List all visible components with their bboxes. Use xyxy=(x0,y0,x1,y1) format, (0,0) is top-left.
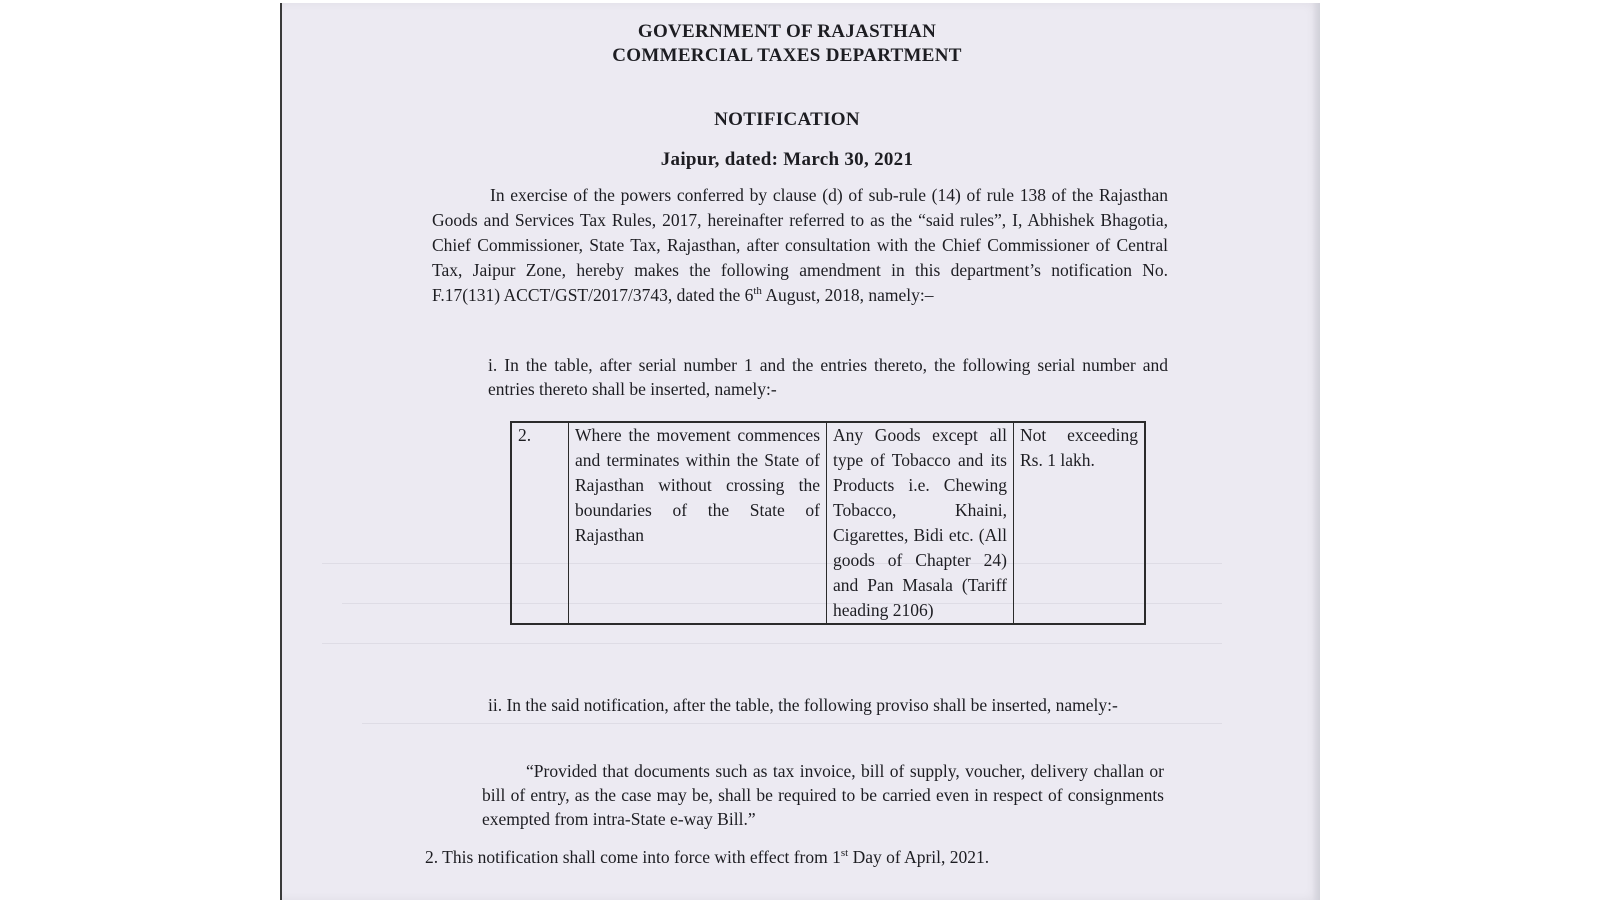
item-i-label: i. xyxy=(488,355,498,375)
amendment-item-i xyxy=(488,353,1168,401)
goods-cell: Any Goods except all type of Tobacco and its Products i.e. Chewing Tobacco, Khaini, Cigarettes, Bidi etc. (All goods of Chapter 24) and Pan Masala (Tariff heading 2106) xyxy=(827,422,1014,624)
department-heading: COMMERCIAL TAXES DEPARTMENT xyxy=(612,45,962,66)
description-cell: Where the movement commences and terminates within the State of Rajasthan without crossing the boundaries of the State of Rajasthan xyxy=(569,422,827,624)
item-ii-label: ii. xyxy=(488,695,503,715)
intro-paragraph: In exercise of the powers conferred by clause (d) of sub-rule (14) of rule 138 of the Rajasthan Goods and Services Tax Rules, 2017, hereinafter referred to as the “said rules”, I, Abhishek Bhagotia, Chief Commissioner, State Tax, Rajasthan, after consultation with the Chief Commissioner of Central Tax, Jaipur Zone, hereby makes the following amendment in this department’s notification No. F.17(131) ACCT/GST/2017/3743, dated the 6th August, 2018, namely:– xyxy=(432,185,1168,305)
value-cell: Not exceeding Rs. 1 lakh. xyxy=(1014,422,1146,624)
government-heading: GOVERNMENT OF RAJASTHAN xyxy=(637,21,937,42)
proviso-paragraph: “Provided that documents such as tax invoice, bill of supply, voucher, delivery challan or bill of entry, as the case may be, shall be required to be carried even in respect of consignments exempted from intra-State e-way Bill.” xyxy=(482,761,1164,829)
item-ii-text: In the said notification, after the table, the following proviso shall be inserted, namely:- xyxy=(506,695,1118,715)
table-row xyxy=(511,422,1145,624)
amendment-item-ii xyxy=(488,693,1164,717)
notification-title: NOTIFICATION xyxy=(714,109,860,130)
effective-date-clause: 2. This notification shall come into force with effect from 1st Day of April, 2021. xyxy=(425,847,990,867)
item-i-text: In the table, after serial number 1 and the entries thereto, the following serial number and entries thereto shall be inserted, namely:- xyxy=(488,355,1168,399)
serial-cell: 2. xyxy=(511,422,569,624)
amendment-table xyxy=(510,421,1146,625)
notification-date: Jaipur, dated: March 30, 2021 xyxy=(660,149,914,170)
document-page xyxy=(280,3,1320,900)
